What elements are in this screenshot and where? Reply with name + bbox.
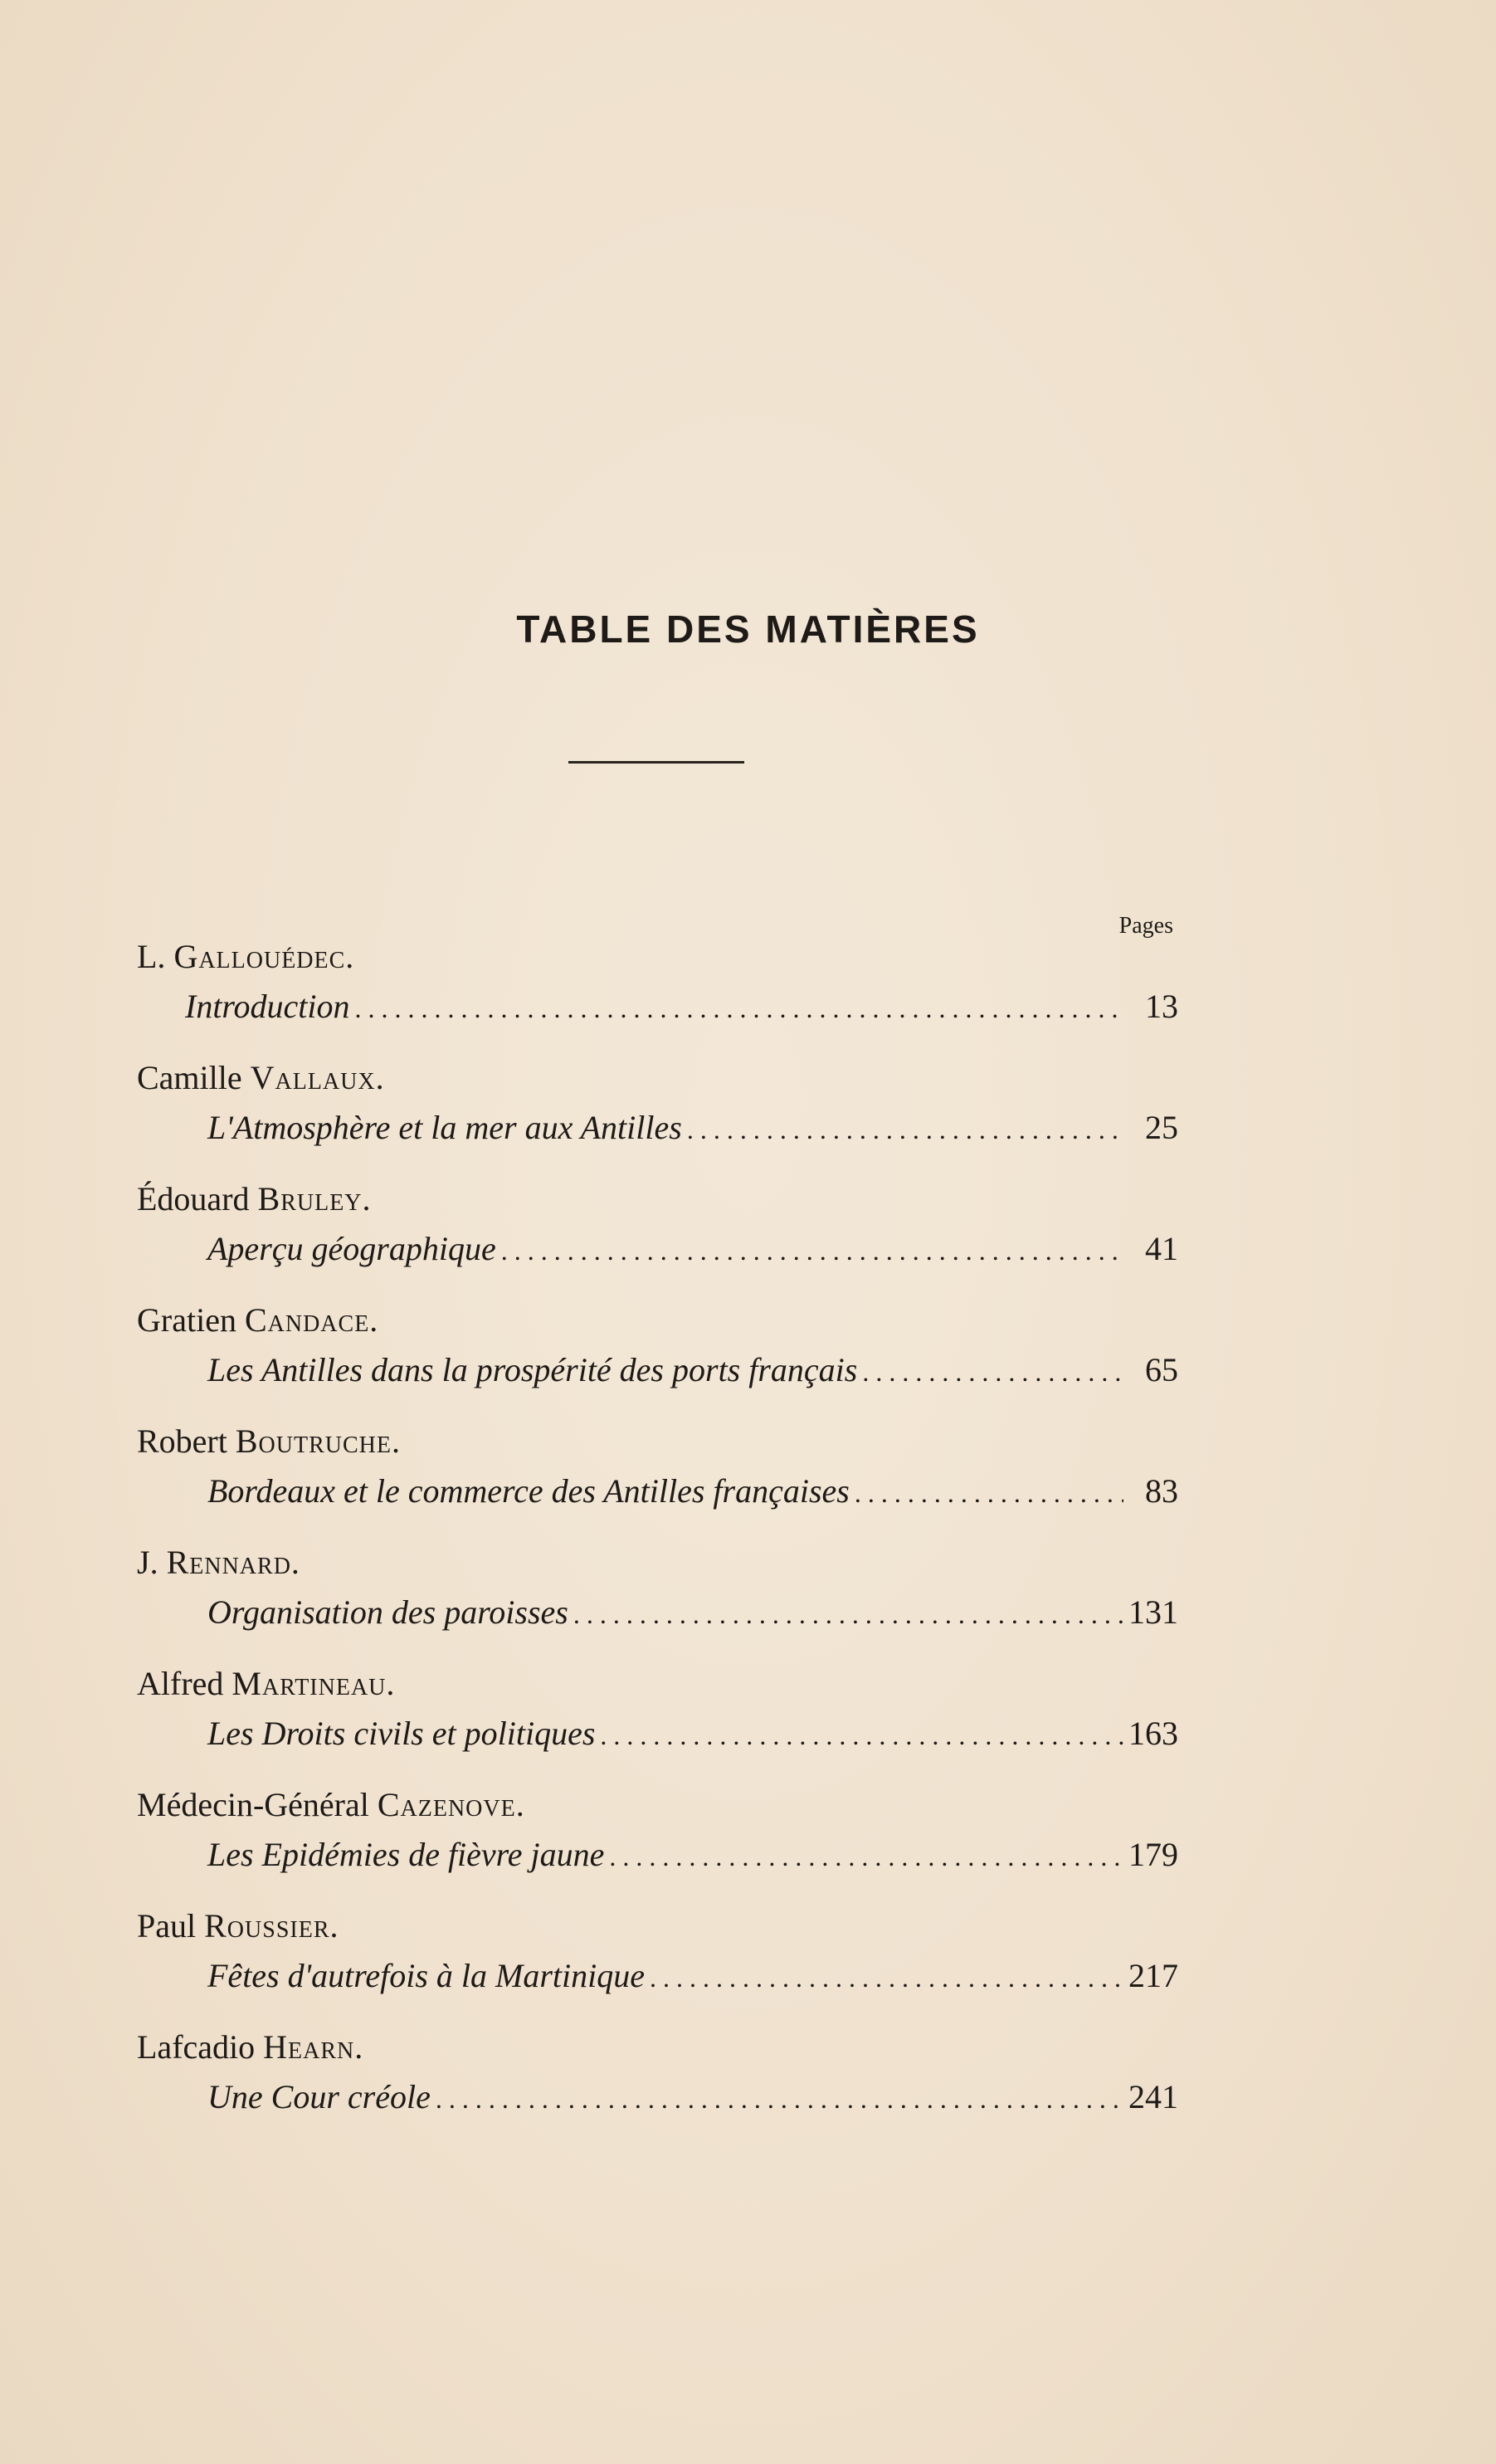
toc-item <box>207 1103 1178 1153</box>
dot-leader <box>436 2074 1123 2124</box>
dot-leader <box>855 1468 1123 1518</box>
author-given-name: J. <box>137 1544 167 1581</box>
toc-work-title: L'Atmosphère et la mer aux Antilles <box>207 1109 682 1146</box>
toc-page-number: 41 <box>1145 1230 1178 1267</box>
dot-leader <box>650 1953 1123 2003</box>
toc-item <box>207 1830 1178 1880</box>
author-given-name: Robert <box>137 1422 236 1460</box>
toc-entry <box>137 2024 1178 2145</box>
author-suffix: . <box>515 1786 524 1823</box>
toc-entry <box>137 1297 1178 1418</box>
toc-entry <box>137 1661 1178 1782</box>
toc-author <box>137 1539 300 1586</box>
author-surname: Bruley <box>257 1180 363 1217</box>
author-surname: Boutruche <box>235 1422 392 1460</box>
page-title: TABLE DES MATIÈRES <box>516 607 980 651</box>
toc-author <box>137 1176 371 1222</box>
toc-page-number: 131 <box>1128 1593 1178 1631</box>
dot-leader <box>862 1347 1123 1397</box>
dot-leader <box>609 1832 1123 1881</box>
author-given-name: Alfred <box>137 1665 232 1702</box>
toc-author <box>137 2024 363 2071</box>
toc-entry <box>137 1782 1178 1903</box>
toc-author <box>137 934 353 980</box>
table-of-contents <box>137 934 1178 2145</box>
toc-entry <box>137 1418 1178 1539</box>
author-surname: Gallouédec <box>173 938 346 975</box>
toc-item <box>207 1588 1178 1637</box>
title-divider <box>568 761 744 764</box>
author-suffix: . <box>345 938 354 975</box>
dot-leader <box>573 1589 1123 1639</box>
toc-entry <box>137 1539 1178 1661</box>
author-surname: Cazenove <box>377 1786 516 1823</box>
toc-work-title: Introduction <box>185 988 350 1025</box>
author-surname: Hearn <box>263 2028 355 2066</box>
author-suffix: . <box>362 1180 371 1217</box>
toc-item <box>185 982 1178 1032</box>
author-given-name: Lafcadio <box>137 2028 264 2066</box>
toc-page-number: 13 <box>1145 988 1178 1025</box>
toc-author <box>137 1782 524 1828</box>
author-given-name: Gratien <box>137 1301 245 1339</box>
author-surname: Rennard <box>166 1544 291 1581</box>
dot-leader <box>687 1105 1123 1154</box>
author-suffix: . <box>386 1665 395 1702</box>
author-given-name: L. <box>137 938 174 975</box>
author-given-name: Paul <box>137 1907 205 1944</box>
toc-work-title: Les Antilles dans la prospérité des ports français <box>207 1351 858 1388</box>
toc-work-title: Organisation des paroisses <box>207 1593 568 1631</box>
toc-page-number: 163 <box>1128 1715 1178 1752</box>
dot-leader <box>501 1226 1123 1276</box>
toc-author <box>137 1661 394 1707</box>
author-surname: Martineau <box>231 1665 387 1702</box>
toc-entry <box>137 1903 1178 2024</box>
author-suffix: . <box>290 1544 300 1581</box>
toc-item <box>207 1466 1178 1516</box>
author-suffix: . <box>354 2028 363 2066</box>
author-suffix: . <box>392 1422 400 1460</box>
toc-page-number: 241 <box>1128 2078 1178 2115</box>
author-given-name: Édouard <box>137 1180 258 1217</box>
toc-author <box>137 1903 339 1949</box>
toc-item <box>207 1951 1178 2001</box>
toc-work-title: Une Cour créole <box>207 2078 431 2115</box>
dot-leader <box>600 1710 1123 1760</box>
toc-page-number: 179 <box>1128 1836 1178 1873</box>
toc-author <box>137 1297 378 1344</box>
toc-entry <box>137 934 1178 1055</box>
author-given-name: Camille <box>137 1059 251 1096</box>
author-surname: Vallaux <box>250 1059 376 1096</box>
author-suffix: . <box>369 1301 378 1339</box>
toc-item <box>207 1709 1178 1759</box>
toc-work-title: Les Epidémies de fièvre jaune <box>207 1836 605 1873</box>
toc-item <box>207 2072 1178 2122</box>
toc-author <box>137 1055 384 1101</box>
toc-work-title: Fêtes d'autrefois à la Martinique <box>207 1957 646 1994</box>
toc-work-title: Aperçu géographique <box>207 1230 496 1267</box>
toc-page-number: 83 <box>1145 1472 1178 1510</box>
toc-item <box>207 1224 1178 1274</box>
toc-entry <box>137 1055 1178 1176</box>
author-surname: Candace <box>244 1301 370 1339</box>
toc-work-title: Les Droits civils et politiques <box>207 1715 596 1752</box>
author-surname: Roussier <box>204 1907 330 1944</box>
toc-entry <box>137 1176 1178 1297</box>
toc-item <box>207 1345 1178 1395</box>
toc-work-title: Bordeaux et le commerce des Antilles françaises <box>207 1472 850 1510</box>
dot-leader <box>355 983 1124 1033</box>
toc-page-number: 65 <box>1145 1351 1178 1388</box>
toc-page-number: 25 <box>1145 1109 1178 1146</box>
author-suffix: . <box>375 1059 384 1096</box>
author-suffix: . <box>329 1907 339 1944</box>
toc-page-number: 217 <box>1128 1957 1178 1994</box>
pages-column-header: Pages <box>1118 913 1173 939</box>
toc-author <box>137 1418 400 1465</box>
author-given-name: Médecin-Général <box>137 1786 378 1823</box>
